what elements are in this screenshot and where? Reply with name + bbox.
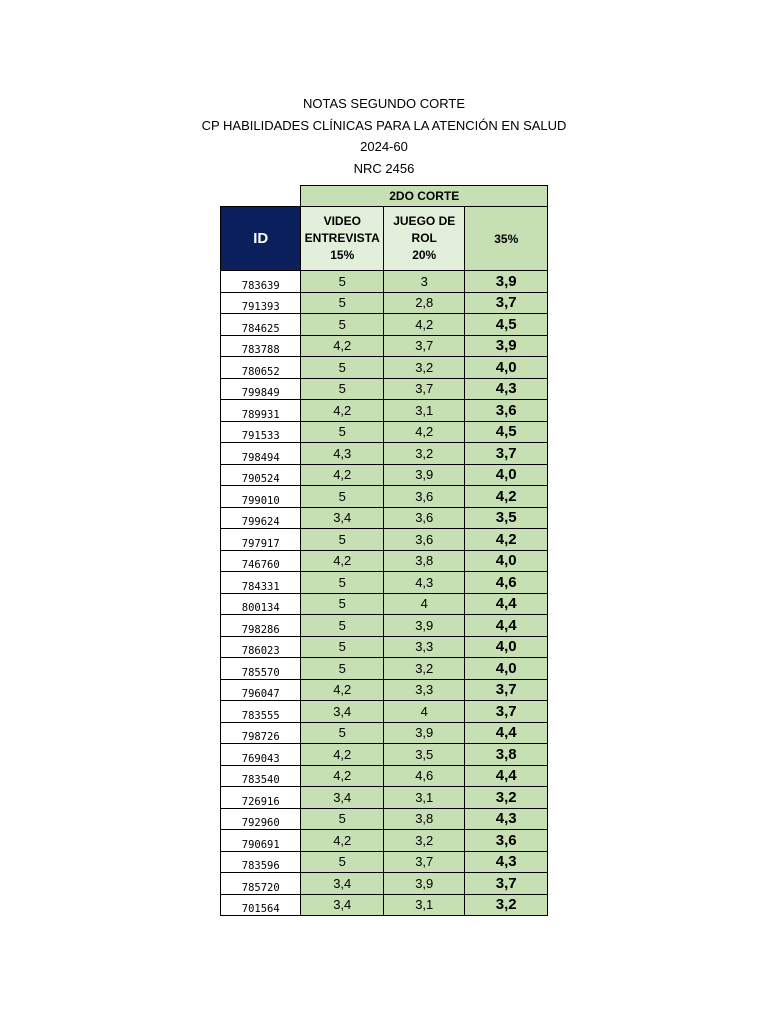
table-row [221,378,548,400]
table-row [221,722,548,744]
juego-grade-cell: 4,2 [383,421,464,443]
total-grade-cell: 4,4 [465,615,548,637]
student-id-cell: 783788 [221,335,301,357]
video-grade-cell: 4,2 [301,400,384,422]
table-row [221,787,548,809]
video-grade-cell: 5 [301,529,384,551]
juego-grade-cell: 3,6 [383,507,464,529]
juego-grade-cell: 3,2 [383,830,464,852]
total-grade-cell: 3,6 [465,400,548,422]
video-grade-cell: 4,2 [301,830,384,852]
student-id-cell: 786023 [221,636,301,658]
total-grade-cell: 4,0 [465,357,548,379]
table-row [221,808,548,830]
juego-grade-cell: 3,9 [383,615,464,637]
juego-grade-cell: 3,3 [383,636,464,658]
juego-grade-cell: 2,8 [383,292,464,314]
juego-grade-cell: 3,9 [383,722,464,744]
video-grade-cell: 3,4 [301,507,384,529]
video-grade-cell: 5 [301,314,384,336]
video-grade-cell: 5 [301,722,384,744]
video-grade-cell: 5 [301,593,384,615]
video-grade-cell: 4,2 [301,744,384,766]
total-grade-cell: 4,6 [465,572,548,594]
student-id-cell: 783596 [221,851,301,873]
student-id-cell: 783639 [221,271,301,293]
student-id-cell: 789931 [221,400,301,422]
video-grade-cell: 4,2 [301,765,384,787]
juego-grade-cell: 3,8 [383,808,464,830]
video-grade-cell: 5 [301,486,384,508]
student-id-cell: 798726 [221,722,301,744]
total-grade-cell: 3,7 [465,443,548,465]
table-row [221,851,548,873]
table-row [221,400,548,422]
total-grade-cell: 4,4 [465,765,548,787]
group-header-2do-corte: 2DO CORTE [301,186,548,207]
title-line-1: NOTAS SEGUNDO CORTE [302,96,466,111]
grades-table [220,185,548,916]
juego-grade-cell: 3,7 [383,851,464,873]
total-grade-cell: 4,2 [465,529,548,551]
student-id-cell: 791393 [221,292,301,314]
video-grade-cell: 4,2 [301,550,384,572]
title-line-2: CP HABILIDADES CLÍNICAS PARA LA ATENCIÓN EN SALUD [201,117,567,133]
table-row [221,292,548,314]
video-header-line-1: VIDEO [323,214,361,228]
video-grade-cell: 3,4 [301,894,384,916]
video-grade-cell: 5 [301,292,384,314]
video-grade-cell: 4,2 [301,464,384,486]
video-grade-cell: 5 [301,357,384,379]
total-grade-cell: 3,7 [465,701,548,723]
column-header-id: ID [221,207,301,271]
student-id-cell: 785720 [221,873,301,895]
student-id-cell: 785570 [221,658,301,680]
student-id-cell: 783540 [221,765,301,787]
student-id-cell: 726916 [221,787,301,809]
table-row [221,615,548,637]
total-grade-cell: 4,3 [465,378,548,400]
juego-grade-cell: 3,2 [383,658,464,680]
column-header-juego [383,207,464,271]
column-header-total: 35% [465,207,548,271]
video-grade-cell: 4,2 [301,679,384,701]
juego-grade-cell: 3,9 [383,873,464,895]
total-grade-cell: 4,4 [465,593,548,615]
table-row [221,593,548,615]
table-row [221,701,548,723]
juego-grade-cell: 3,7 [383,335,464,357]
table-row [221,679,548,701]
video-grade-cell: 3,4 [301,701,384,723]
video-header-line-3: 15% [330,248,355,262]
video-grade-cell: 5 [301,378,384,400]
column-header-video [301,207,384,271]
total-grade-cell: 3,5 [465,507,548,529]
total-grade-cell: 3,7 [465,873,548,895]
juego-grade-cell: 3 [383,271,464,293]
student-id-cell: 784625 [221,314,301,336]
juego-grade-cell: 4,3 [383,572,464,594]
student-id-cell: 784331 [221,572,301,594]
total-grade-cell: 3,9 [465,335,548,357]
juego-grade-cell: 3,7 [383,378,464,400]
student-id-cell: 799849 [221,378,301,400]
total-grade-cell: 4,0 [465,550,548,572]
juego-grade-cell: 4,6 [383,765,464,787]
video-grade-cell: 3,4 [301,787,384,809]
juego-grade-cell: 4 [383,701,464,723]
juego-grade-cell: 3,2 [383,443,464,465]
juego-grade-cell: 4,2 [383,314,464,336]
student-id-cell: 798286 [221,615,301,637]
video-grade-cell: 5 [301,851,384,873]
table-row [221,335,548,357]
juego-grade-cell: 3,1 [383,787,464,809]
video-grade-cell: 4,2 [301,335,384,357]
total-grade-cell: 4,3 [465,851,548,873]
student-id-cell: 790691 [221,830,301,852]
table-row [221,271,548,293]
total-grade-cell: 3,9 [465,271,548,293]
title-line-4: NRC 2456 [353,160,415,176]
student-id-cell: 798494 [221,443,301,465]
total-grade-cell: 3,7 [465,679,548,701]
total-grade-cell: 3,6 [465,830,548,852]
video-grade-cell: 5 [301,636,384,658]
juego-grade-cell: 3,1 [383,894,464,916]
total-grade-cell: 3,8 [465,744,548,766]
table-row [221,443,548,465]
video-grade-cell: 5 [301,421,384,443]
empty-corner [221,186,301,207]
student-id-cell: 799010 [221,486,301,508]
video-grade-cell: 5 [301,572,384,594]
total-grade-cell: 4,4 [465,722,548,744]
table-row [221,507,548,529]
total-grade-cell: 4,0 [465,658,548,680]
table-row [221,421,548,443]
table-body [221,271,548,916]
student-id-cell: 799624 [221,507,301,529]
table-row [221,658,548,680]
table-row [221,894,548,916]
title-line-3: 2024-60 [360,139,408,154]
student-id-cell: 769043 [221,744,301,766]
table-row [221,529,548,551]
table-row [221,486,548,508]
total-grade-cell: 3,2 [465,787,548,809]
table-row [221,873,548,895]
table-row [221,830,548,852]
video-grade-cell: 5 [301,808,384,830]
total-grade-cell: 4,0 [465,636,548,658]
table-row [221,314,548,336]
student-id-cell: 701564 [221,894,301,916]
juego-header-line-1: JUEGO DE [393,214,456,228]
student-id-cell: 783555 [221,701,301,723]
juego-grade-cell: 4 [383,593,464,615]
student-id-cell: 790524 [221,464,301,486]
table-row [221,357,548,379]
student-id-cell: 746760 [221,550,301,572]
document-title-block [0,93,768,179]
table-row [221,765,548,787]
juego-grade-cell: 3,1 [383,400,464,422]
table-row [221,464,548,486]
table-row [221,744,548,766]
juego-header-line-2: ROL [411,231,437,245]
student-id-cell: 800134 [221,593,301,615]
total-grade-cell: 3,7 [465,292,548,314]
student-id-cell: 791533 [221,421,301,443]
total-grade-cell: 4,5 [465,421,548,443]
student-id-cell: 797917 [221,529,301,551]
video-header-line-2: ENTREVISTA [304,231,380,245]
student-id-cell: 796047 [221,679,301,701]
juego-grade-cell: 3,3 [383,679,464,701]
juego-header-line-3: 20% [412,248,437,262]
video-grade-cell: 5 [301,615,384,637]
video-grade-cell: 5 [301,271,384,293]
student-id-cell: 780652 [221,357,301,379]
total-grade-cell: 4,5 [465,314,548,336]
table-row [221,572,548,594]
student-id-cell: 792960 [221,808,301,830]
juego-grade-cell: 3,2 [383,357,464,379]
juego-grade-cell: 3,8 [383,550,464,572]
table-row [221,550,548,572]
table-row [221,636,548,658]
video-grade-cell: 4,3 [301,443,384,465]
total-grade-cell: 4,3 [465,808,548,830]
total-grade-cell: 4,2 [465,486,548,508]
juego-grade-cell: 3,5 [383,744,464,766]
juego-grade-cell: 3,6 [383,529,464,551]
juego-grade-cell: 3,6 [383,486,464,508]
video-grade-cell: 5 [301,658,384,680]
total-grade-cell: 3,2 [465,894,548,916]
video-grade-cell: 3,4 [301,873,384,895]
total-grade-cell: 4,0 [465,464,548,486]
juego-grade-cell: 3,9 [383,464,464,486]
